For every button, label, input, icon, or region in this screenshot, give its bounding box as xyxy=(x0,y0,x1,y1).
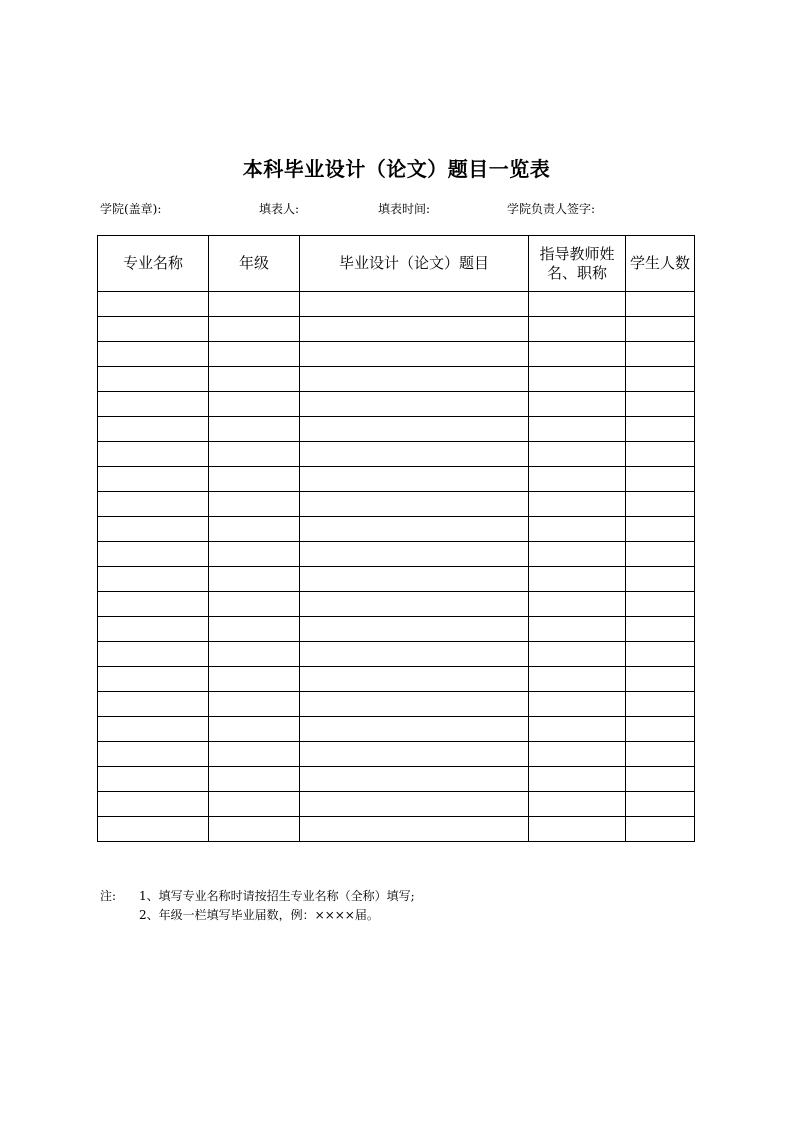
advisor-cell[interactable] xyxy=(529,317,626,342)
grade-cell[interactable] xyxy=(209,492,300,517)
advisor-cell[interactable] xyxy=(529,642,626,667)
advisor-cell[interactable] xyxy=(529,567,626,592)
table-row xyxy=(98,642,695,667)
thesis-topic-cell[interactable] xyxy=(300,617,529,642)
note-line-2 xyxy=(100,906,415,925)
grade-cell[interactable] xyxy=(209,292,300,317)
table-row xyxy=(98,592,695,617)
college-head-signature-label: 学院负责人签字: xyxy=(507,202,596,216)
table-row xyxy=(98,792,695,817)
major-name-cell[interactable] xyxy=(98,592,209,617)
thesis-topic-cell[interactable] xyxy=(300,817,529,842)
advisor-cell[interactable] xyxy=(529,467,626,492)
student-count-cell[interactable] xyxy=(626,567,695,592)
major-name-cell[interactable] xyxy=(98,342,209,367)
grade-cell[interactable] xyxy=(209,342,300,367)
grade-cell[interactable] xyxy=(209,667,300,692)
thesis-topic-cell[interactable] xyxy=(300,367,529,392)
thesis-topic-cell[interactable] xyxy=(300,642,529,667)
thesis-topic-cell[interactable] xyxy=(300,392,529,417)
table-row xyxy=(98,442,695,467)
thesis-topic-cell[interactable] xyxy=(300,717,529,742)
student-count-cell[interactable] xyxy=(626,542,695,567)
header-advisor-name-title: 指导教师姓名、职称 xyxy=(529,236,626,292)
table-row xyxy=(98,392,695,417)
advisor-cell[interactable] xyxy=(529,342,626,367)
table-row xyxy=(98,617,695,642)
major-name-cell[interactable] xyxy=(98,692,209,717)
major-name-cell[interactable] xyxy=(98,542,209,567)
major-name-cell[interactable] xyxy=(98,742,209,767)
student-count-cell[interactable] xyxy=(626,367,695,392)
document-title: 本科毕业设计（论文）题目一览表 xyxy=(242,157,551,181)
note-item-2: 2、年级一栏填写毕业届数，例：××××届。 xyxy=(139,908,379,922)
note-line-1 xyxy=(100,887,415,906)
major-name-cell[interactable] xyxy=(98,467,209,492)
thesis-topic-cell[interactable] xyxy=(300,542,529,567)
table-row xyxy=(98,317,695,342)
table-row xyxy=(98,417,695,442)
advisor-cell[interactable] xyxy=(529,292,626,317)
header-major-name: 专业名称 xyxy=(98,236,209,292)
header-student-count: 学生人数 xyxy=(626,236,695,292)
thesis-topic-cell[interactable] xyxy=(300,792,529,817)
notes-prefix: 注: xyxy=(100,889,117,903)
advisor-cell[interactable] xyxy=(529,742,626,767)
thesis-topic-cell[interactable] xyxy=(300,592,529,617)
major-name-cell[interactable] xyxy=(98,767,209,792)
grade-cell[interactable] xyxy=(209,442,300,467)
thesis-topic-cell[interactable] xyxy=(300,567,529,592)
thesis-topic-cell[interactable] xyxy=(300,767,529,792)
grade-cell[interactable] xyxy=(209,542,300,567)
advisor-cell[interactable] xyxy=(529,617,626,642)
topic-list-table xyxy=(97,235,695,842)
student-count-cell[interactable] xyxy=(626,417,695,442)
table-row xyxy=(98,292,695,317)
student-count-cell[interactable] xyxy=(626,667,695,692)
note-item-1: 1、填写专业名称时请按招生专业名称（全称）填写; xyxy=(139,889,415,903)
grade-cell[interactable] xyxy=(209,742,300,767)
advisor-cell[interactable] xyxy=(529,542,626,567)
major-name-cell[interactable] xyxy=(98,617,209,642)
student-count-cell[interactable] xyxy=(626,392,695,417)
advisor-cell[interactable] xyxy=(529,592,626,617)
major-name-cell[interactable] xyxy=(98,792,209,817)
student-count-cell[interactable] xyxy=(626,692,695,717)
table-row xyxy=(98,567,695,592)
thesis-topic-cell[interactable] xyxy=(300,342,529,367)
student-count-cell[interactable] xyxy=(626,767,695,792)
major-name-cell[interactable] xyxy=(98,392,209,417)
major-name-cell[interactable] xyxy=(98,492,209,517)
grade-cell[interactable] xyxy=(209,642,300,667)
major-name-cell[interactable] xyxy=(98,517,209,542)
major-name-cell[interactable] xyxy=(98,667,209,692)
advisor-cell[interactable] xyxy=(529,492,626,517)
thesis-topic-cell[interactable] xyxy=(300,442,529,467)
grade-cell[interactable] xyxy=(209,567,300,592)
student-count-cell[interactable] xyxy=(626,442,695,467)
table-row xyxy=(98,692,695,717)
fill-time-label: 填表时间: xyxy=(378,202,431,216)
grade-cell[interactable] xyxy=(209,617,300,642)
major-name-cell[interactable] xyxy=(98,717,209,742)
major-name-cell[interactable] xyxy=(98,817,209,842)
thesis-topic-cell[interactable] xyxy=(300,292,529,317)
student-count-cell[interactable] xyxy=(626,342,695,367)
advisor-cell[interactable] xyxy=(529,767,626,792)
grade-cell[interactable] xyxy=(209,692,300,717)
table-row xyxy=(98,742,695,767)
student-count-cell[interactable] xyxy=(626,592,695,617)
advisor-cell[interactable] xyxy=(529,792,626,817)
grade-cell[interactable] xyxy=(209,467,300,492)
header-thesis-topic: 毕业设计（论文）题目 xyxy=(300,236,529,292)
grade-cell[interactable] xyxy=(209,417,300,442)
student-count-cell[interactable] xyxy=(626,817,695,842)
grade-cell[interactable] xyxy=(209,592,300,617)
thesis-topic-cell[interactable] xyxy=(300,667,529,692)
advisor-cell[interactable] xyxy=(529,817,626,842)
major-name-cell[interactable] xyxy=(98,292,209,317)
table-row xyxy=(98,492,695,517)
thesis-topic-cell[interactable] xyxy=(300,517,529,542)
student-count-cell[interactable] xyxy=(626,792,695,817)
major-name-cell[interactable] xyxy=(98,642,209,667)
thesis-topic-cell[interactable] xyxy=(300,467,529,492)
grade-cell[interactable] xyxy=(209,392,300,417)
table-row xyxy=(98,542,695,567)
major-name-cell[interactable] xyxy=(98,442,209,467)
student-count-cell[interactable] xyxy=(626,742,695,767)
table-row xyxy=(98,517,695,542)
advisor-cell[interactable] xyxy=(529,517,626,542)
grade-cell[interactable] xyxy=(209,792,300,817)
thesis-topic-cell[interactable] xyxy=(300,317,529,342)
notes-section xyxy=(100,887,415,925)
advisor-cell[interactable] xyxy=(529,392,626,417)
thesis-topic-cell[interactable] xyxy=(300,692,529,717)
student-count-cell[interactable] xyxy=(626,617,695,642)
table-row xyxy=(98,667,695,692)
advisor-cell[interactable] xyxy=(529,692,626,717)
grade-cell[interactable] xyxy=(209,517,300,542)
college-stamp-label: 学院(盖章): xyxy=(100,202,162,216)
grade-cell[interactable] xyxy=(209,717,300,742)
student-count-cell[interactable] xyxy=(626,642,695,667)
advisor-cell[interactable] xyxy=(529,442,626,467)
thesis-topic-cell[interactable] xyxy=(300,417,529,442)
table-row xyxy=(98,767,695,792)
student-count-cell[interactable] xyxy=(626,492,695,517)
major-name-cell[interactable] xyxy=(98,567,209,592)
table-row xyxy=(98,342,695,367)
major-name-cell[interactable] xyxy=(98,417,209,442)
student-count-cell[interactable] xyxy=(626,292,695,317)
student-count-cell[interactable] xyxy=(626,717,695,742)
advisor-cell[interactable] xyxy=(529,717,626,742)
grade-cell[interactable] xyxy=(209,817,300,842)
advisor-cell[interactable] xyxy=(529,367,626,392)
header-grade: 年级 xyxy=(209,236,300,292)
table-row xyxy=(98,467,695,492)
advisor-cell[interactable] xyxy=(529,417,626,442)
major-name-cell[interactable] xyxy=(98,317,209,342)
major-name-cell[interactable] xyxy=(98,367,209,392)
grade-cell[interactable] xyxy=(209,367,300,392)
student-count-cell[interactable] xyxy=(626,517,695,542)
grade-cell[interactable] xyxy=(209,317,300,342)
filler-label: 填表人: xyxy=(259,202,300,216)
table-row xyxy=(98,817,695,842)
table-row xyxy=(98,717,695,742)
student-count-cell[interactable] xyxy=(626,467,695,492)
table-row xyxy=(98,367,695,392)
table-body xyxy=(98,292,695,842)
grade-cell[interactable] xyxy=(209,767,300,792)
student-count-cell[interactable] xyxy=(626,317,695,342)
thesis-topic-cell[interactable] xyxy=(300,492,529,517)
table-header-row xyxy=(98,236,695,292)
thesis-topic-cell[interactable] xyxy=(300,742,529,767)
advisor-cell[interactable] xyxy=(529,667,626,692)
